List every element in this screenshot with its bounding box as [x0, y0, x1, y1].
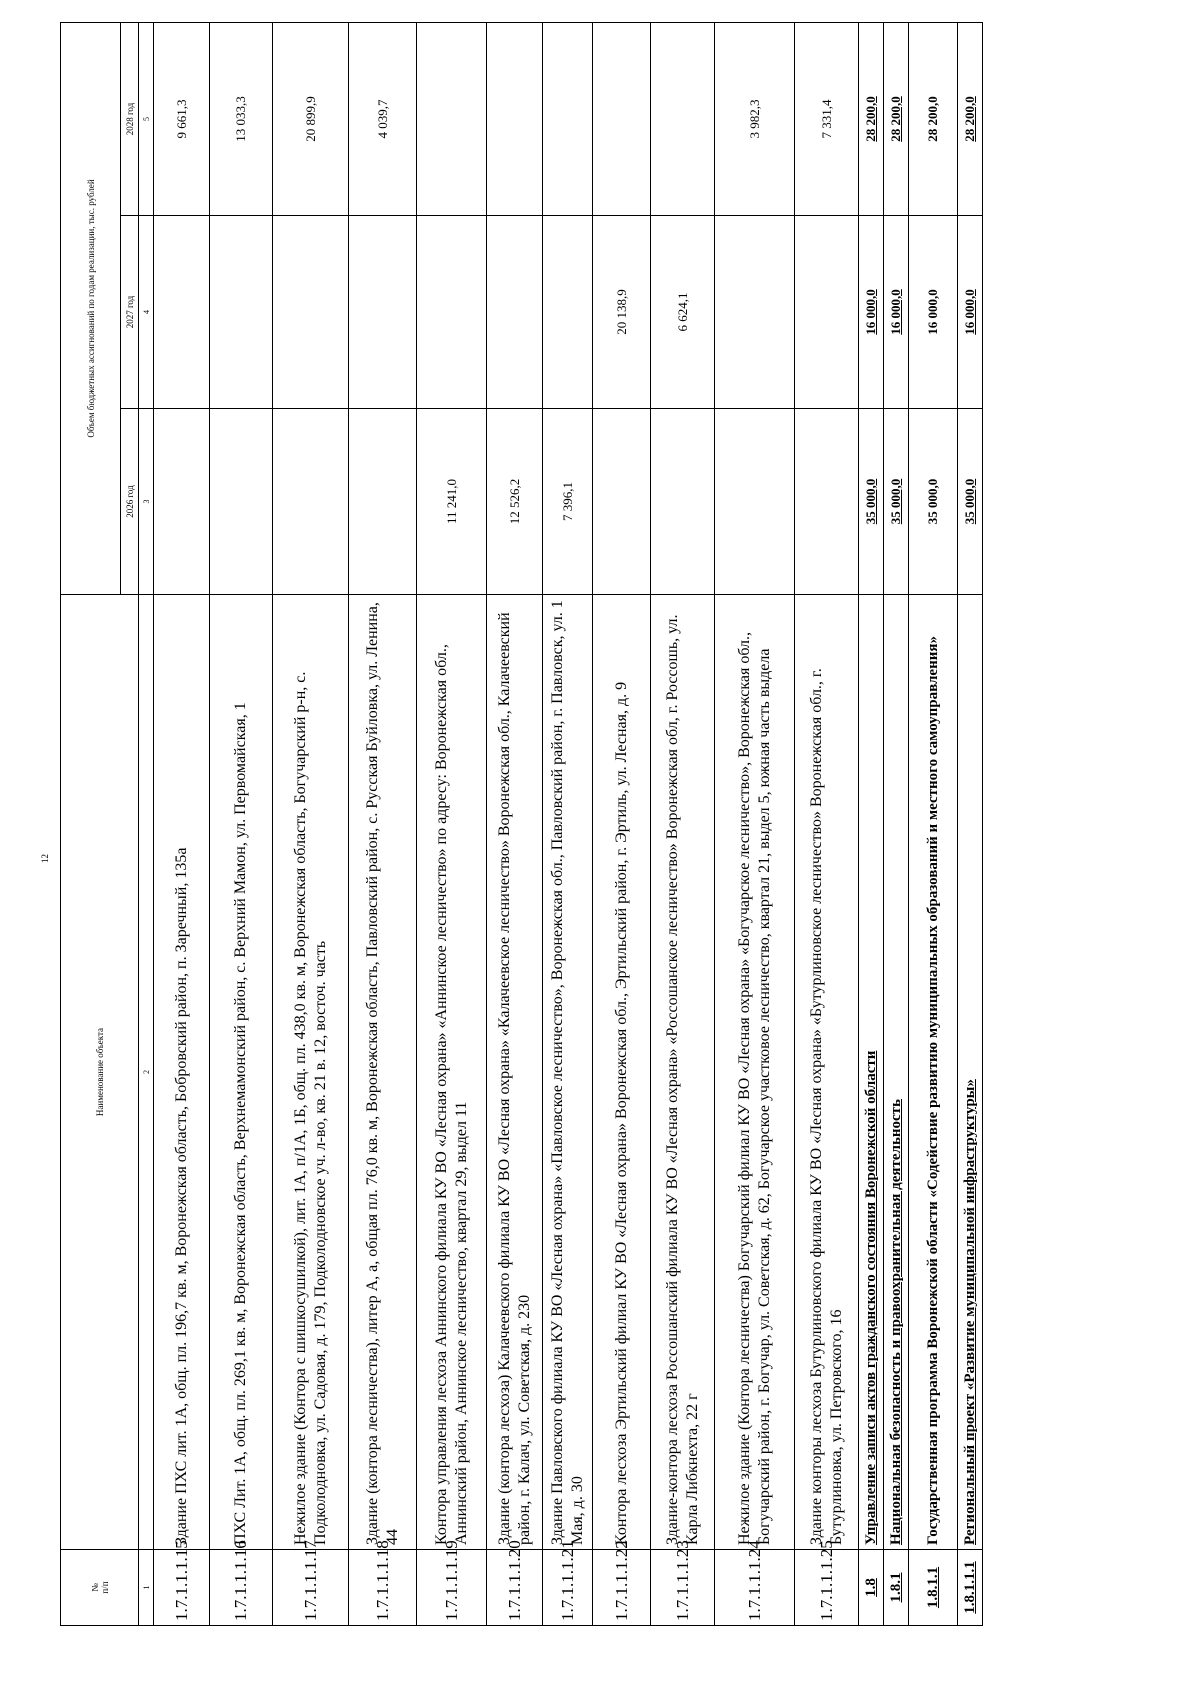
row-number: 1.7.1.1.1.17 — [273, 1550, 349, 1626]
table-row — [349, 23, 417, 1626]
object-name: Национальная безопасность и правоохранительная деятельность — [884, 595, 909, 1550]
value-2027: 6 624,1 — [651, 216, 715, 409]
page-number: 12 — [40, 854, 50, 863]
value-2026 — [651, 409, 715, 595]
value-2027 — [210, 216, 273, 409]
value-2028: 28 200,0 — [884, 23, 909, 216]
index-cell: 3 — [139, 409, 154, 595]
table-row — [487, 23, 543, 1626]
value-2027 — [349, 216, 417, 409]
header-name: Наименование объекта — [61, 595, 139, 1550]
value-2028 — [651, 23, 715, 216]
index-cell: 1 — [139, 1550, 154, 1626]
value-2027 — [543, 216, 593, 409]
value-2027 — [273, 216, 349, 409]
value-2028: 4 039,7 — [349, 23, 417, 216]
value-2028: 28 200,0 — [958, 23, 983, 216]
row-number: 1.8.1.1.1 — [958, 1550, 983, 1626]
row-number: 1.7.1.1.1.21 — [543, 1550, 593, 1626]
row-number: 1.7.1.1.1.24 — [715, 1550, 795, 1626]
object-name: Управление записи актов гражданского состояния Воронежской области — [859, 595, 884, 1550]
object-name: Контора лесхоза Эртильский филиал КУ ВО «Лесная охрана» Воронежская обл., Эртильский район, г. Эртиль, ул. Лесная, д. 9 — [593, 595, 651, 1550]
value-2027: 16 000,0 — [859, 216, 884, 409]
object-name: Нежилое здание (Контора с шишкосушилкой), лит. 1А, п/1А, 1Б, общ. пл. 438,0 кв. м, Воронежская область, Богучарский р-н, с. Подколодновка, ул. Садовая, д. 179, Подколодновское уч. л-во, кв. 21 в. 12, восточ. часть — [273, 595, 349, 1550]
value-2028: 13 033,3 — [210, 23, 273, 216]
summary-row — [859, 23, 884, 1626]
row-number: 1.7.1.1.1.20 — [487, 1550, 543, 1626]
value-2027: 16 000,0 — [958, 216, 983, 409]
value-2027 — [417, 216, 487, 409]
value-2027: 20 138,9 — [593, 216, 651, 409]
value-2026 — [273, 409, 349, 595]
table-row — [593, 23, 651, 1626]
header-num: № п/п — [61, 1550, 139, 1626]
table-row — [651, 23, 715, 1626]
row-number: 1.7.1.1.1.18 — [349, 1550, 417, 1626]
value-2027 — [795, 216, 859, 409]
object-name: Региональный проект «Развитие муниципальной инфраструктуры» — [958, 595, 983, 1550]
table-row — [543, 23, 593, 1626]
table-row — [210, 23, 273, 1626]
summary-row — [909, 23, 958, 1626]
row-number: 1.8 — [859, 1550, 884, 1626]
value-2028 — [543, 23, 593, 216]
row-number: 1.7.1.1.1.16 — [210, 1550, 273, 1626]
object-name: Нежилое здание (Контора лесничества) Богучарский филиал КУ ВО «Лесная охрана» «Богучарское лесничество», Воронежская обл., Богучарский район, г. Богучар, ул. Советская, д. 62, Богучарское участковое лесничество, квартал 21, выдел 5, южная часть выдела — [715, 595, 795, 1550]
value-2026: 12 526,2 — [487, 409, 543, 595]
value-2027 — [715, 216, 795, 409]
value-2026: 11 241,0 — [417, 409, 487, 595]
value-2027 — [154, 216, 210, 409]
value-2028: 28 200,0 — [859, 23, 884, 216]
value-2026 — [795, 409, 859, 595]
header-year-2028: 2028 год — [121, 23, 139, 216]
index-cell: 2 — [139, 595, 154, 1550]
value-2026 — [154, 409, 210, 595]
value-2026: 35 000,0 — [909, 409, 958, 595]
object-name: Государственная программа Воронежской области «Содействие развитию муниципальных образований и местного самоуправления» — [909, 595, 958, 1550]
row-number: 1.7.1.1.1.23 — [651, 1550, 715, 1626]
object-name: Контора управления лесхоза Аннинского филиала КУ ВО «Лесная охрана» «Аннинское лесничество» по адресу: Воронежская обл., Аннинский район, Аннинское лесничество, квартал 29, выдел 11 — [417, 595, 487, 1550]
value-2027 — [487, 216, 543, 409]
value-2028: 7 331,4 — [795, 23, 859, 216]
value-2026 — [349, 409, 417, 595]
object-name: Здание-контора лесхоза Россошанский филиала КУ ВО «Лесная охрана» «Россошанское лесничество» Воронежская обл, г. Россошь, ул. Карла Либкнехта, 22 г — [651, 595, 715, 1550]
row-number: 1.7.1.1.1.19 — [417, 1550, 487, 1626]
budget-table — [60, 22, 983, 1626]
value-2026: 35 000,0 — [859, 409, 884, 595]
value-2026 — [593, 409, 651, 595]
object-name: Здание ПХС лит. 1А, общ. пл. 196,7 кв. м, Воронежская область, Бобровский район, п. Заречный, 135а — [154, 595, 210, 1550]
value-2026: 35 000,0 — [958, 409, 983, 595]
row-number: 1.8.1 — [884, 1550, 909, 1626]
object-name: Здание (контора лесничества), литер А, а, общая пл. 76,0 кв. м, Воронежская область, Павловский район, с. Русская Буйловка, ул. Ленина, 44 — [349, 595, 417, 1550]
header-year-2026: 2026 год — [121, 409, 139, 595]
value-2028: 20 899,9 — [273, 23, 349, 216]
object-name: Здание Павловского филиала КУ ВО «Лесная охрана» «Павловское лесничество», Воронежская обл., Павловский район, г. Павловск, ул. 1 Мая, д. 30 — [543, 595, 593, 1550]
index-cell: 5 — [139, 23, 154, 216]
value-2026: 7 396,1 — [543, 409, 593, 595]
row-number: 1.7.1.1.1.25 — [795, 1550, 859, 1626]
table-row — [417, 23, 487, 1626]
object-name: ПХС Лит. 1А, общ. пл. 269,1 кв. м, Воронежская область, Верхнемамонский район, с. Верхний Мамон, ул. Первомайская, 1 — [210, 595, 273, 1550]
header-volume: Объем бюджетных ассигнований по годам реализации, тыс. рублей — [61, 23, 121, 595]
value-2028: 3 982,3 — [715, 23, 795, 216]
row-number: 1.8.1.1 — [909, 1550, 958, 1626]
table-row — [795, 23, 859, 1626]
value-2028 — [487, 23, 543, 216]
object-name: Здание конторы лесхоза Бутурлиновского филиала КУ ВО «Лесная охрана» «Бутурлиновское лесничество» Воронежская обл., г. Бутурлиновка, ул. Петровского, 16 — [795, 595, 859, 1550]
row-number: 1.7.1.1.1.22 — [593, 1550, 651, 1626]
value-2026: 35 000,0 — [884, 409, 909, 595]
summary-row — [884, 23, 909, 1626]
table-row — [715, 23, 795, 1626]
summary-row — [958, 23, 983, 1626]
table-row — [154, 23, 210, 1626]
row-number: 1.7.1.1.1.15 — [154, 1550, 210, 1626]
value-2026 — [210, 409, 273, 595]
header-year-2027: 2027 год — [121, 216, 139, 409]
value-2027: 16 000,0 — [909, 216, 958, 409]
value-2028: 9 661,3 — [154, 23, 210, 216]
object-name: Здание (контора лесхоза) Калачеевского филиала КУ ВО «Лесная охрана» «Калачеевское лесничество» Воронежская обл., Калачеевский район, г. Калач, ул. Советская, д. 230 — [487, 595, 543, 1550]
value-2028 — [593, 23, 651, 216]
value-2028 — [417, 23, 487, 216]
value-2027: 16 000,0 — [884, 216, 909, 409]
value-2026 — [715, 409, 795, 595]
value-2028: 28 200,0 — [909, 23, 958, 216]
index-cell: 4 — [139, 216, 154, 409]
table-row — [273, 23, 349, 1626]
